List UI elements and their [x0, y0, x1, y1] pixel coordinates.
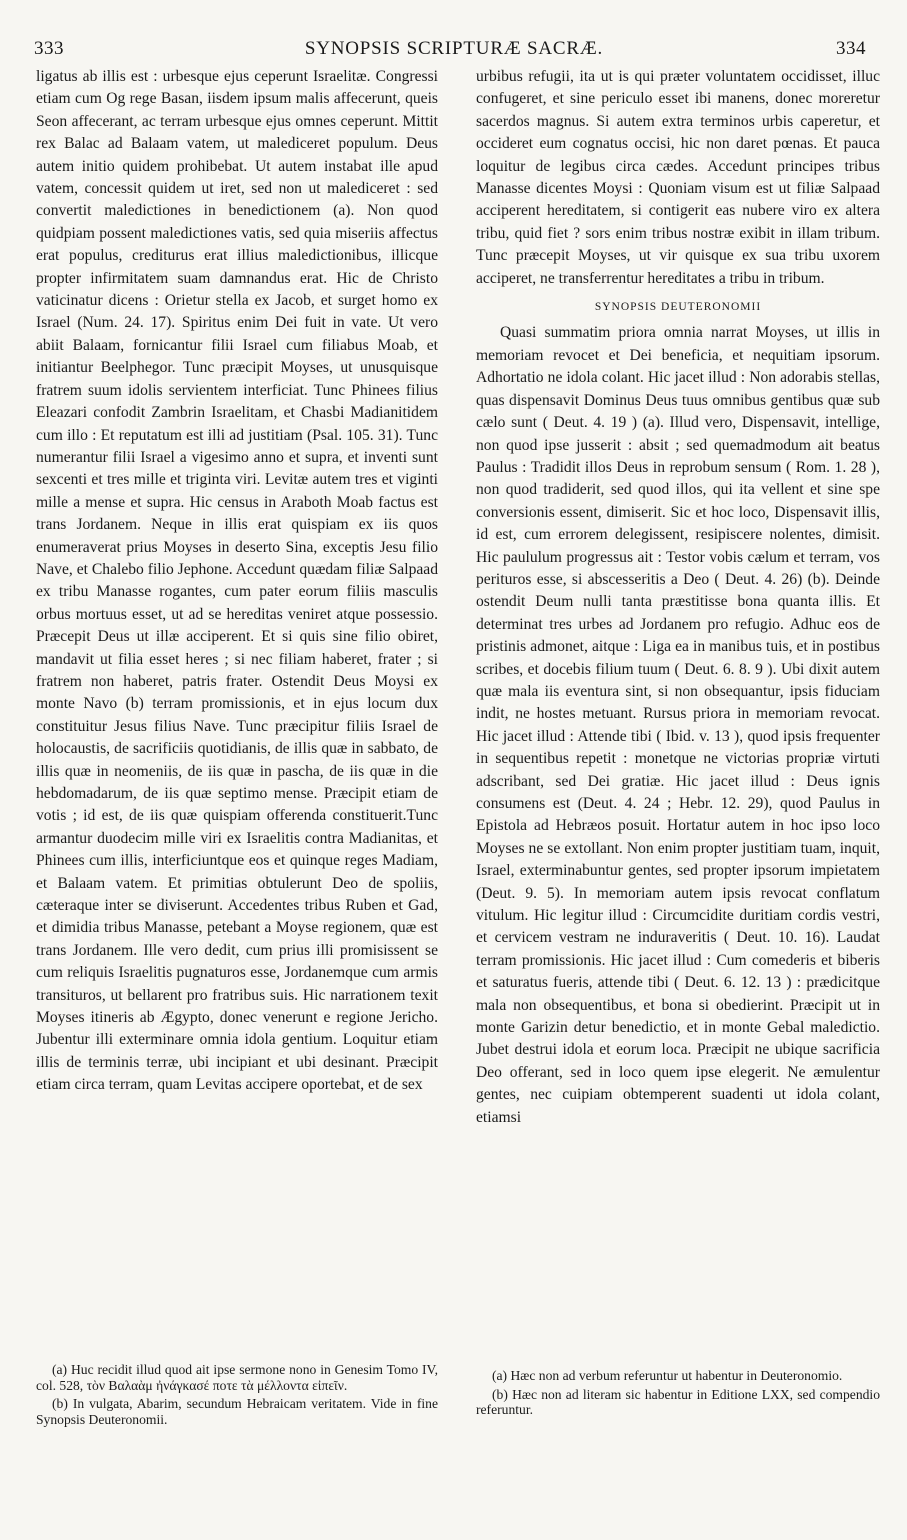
left-column	[36, 66, 438, 1356]
right-column-text-after-heading: Quasi summatim priora omnia narrat Moyses, ut illis in memoriam revocet et Dei beneficia, et nequitiam ipsorum. Adhortatio ne idola colant. Hic jacet illud : Non adorabis stellas, quas dispensavit Dominus Deus tuus omnibus gentibus quæ sub cælo sunt ( Deut. 4. 19 ) (a). Illud vero, Dispensavit, intellige, non quod ipse jusserit : absit ; sed quemadmodum ait beatus Paulus : Tradidit illos Deus in reprobum sensum ( Rom. 1. 28 ), non quod tradiderit, sed quod illos, qui ita vellent et sine spe conversionis essent, dimiserit. Sic et hoc loco, Dispensavit illis, id est, cum errorem delegissent, resipiscere nolentes, dimisit. Hic paululum progressus ait : Testor vobis cælum et terram, vos perituros esse, si abscesseritis a Deo ( Deut. 4. 26) (b). Deinde ostendit Deum nulli tanta præstitisse bona quanta illis. Et determinat tres urbes ad Jordanem pro refugio. Adhuc eos de pristinis admonet, aitque : Liga ea in manibus tuis, et in postibus scribes, et docebis filium tuum ( Deut. 6. 8. 9 ). Ubi dixit autem quæ mala iis eventura sint, si non obsequantur, ipsis fiduciam indit, ne hostes metuant. Rursus priora in memoriam revocat. Hic jacet illud : Attende tibi ( Ibid. v. 13 ), quod ipsis frequenter in sequentibus repetit : monetque ne victorias propriæ virtuti adscribant, sed Dei gratiæ. Hic jacet illud : Deus ignis consumens est (Deut. 4. 24 ; Hebr. 12. 29), quod Paulus in Epistola ad Hebræos posuit. Hortatur autem in hoc ipso loco Moyses ne se extollant. Non enim propter justitiam tuam, inquit, Israel, exterminabuntur gentes, sed propter ipsorum impietatem (Deut. 9. 5). In memoriam autem ipsis revocat conflatum vitulum. Hic legitur illud : Circumcidite duritiam cordis vestri, et cervicem vestram ne induraveritis ( Deut. 10. 16). Laudat terram promissionis. Hic jacet illud : Cum comederis et biberis et saturatus fueris, attende tibi ( Deut. 6. 12. 13 ) : prædicitque mala non obsequentibus, et bona si obedierint. Præcipit ut in monte Garizin detur benedictio, et in monte Gebal maledictio. Jubet destrui idola et eorum loca. Præcipit ne ubique sacrificia Deo offerant, sed in loco quem ipse elegerit. Ne æmulentur gentes, nec cuipiam obtemperent suadenti ut idola colant, etiamsi	[476, 324, 880, 1126]
footnotes-right	[476, 1368, 880, 1421]
right-column	[476, 66, 880, 1356]
footnote-right-a: (a) Hæc non ad verbum referuntur ut habentur in Deuteronomio.	[492, 1368, 843, 1383]
footnote-right-b: (b) Hæc non ad literam sic habentur in Editione LXX, sed compendio referuntur.	[476, 1386, 880, 1417]
page-number-left: 333	[34, 38, 64, 59]
page-number-right: 334	[836, 38, 866, 59]
page-header	[28, 30, 880, 60]
footnotes-left	[36, 1362, 438, 1430]
footnote-left-b: (b) In vulgata, Abarim, secundum Hebraicam veritatem. Vide in fine Synopsis Deuteronomii.	[36, 1396, 438, 1427]
section-heading: SYNOPSIS DEUTERONOMII	[594, 301, 762, 314]
right-column-text-before-heading: urbibus refugii, ita ut is qui præter voluntatem occidisset, illuc confugeret, et sine periculo esset ibi manens, donec moreretur sacerdos magnus. Si autem extra terminos urbis caperetur, et occideret eum cognatus occisi, hic non daret pœnas. Et pauca loquitur de legibus circa cædes. Accedunt principes tribus Manasse dicentes Moysi : Quoniam visum est ut filiæ Salpaad acciperent hereditatem, si contigerit eas nubere viro ex altera tribu, quid fiet ? sors enim tribus nostræ exibit in illam tribum. Tunc præcepit Moyses, ut vir quisque ex sua tribu uxorem acciperet, ne transferrentur hereditates a tribu in tribum.	[476, 68, 880, 287]
footnote-left-a: (a) Huc recidit illud quod ait ipse sermone nono in Genesim Tomo IV, col. 528, τὸν Βαλαὰμ ἠνάγκασέ ποτε τὰ μέλλοντα εἰπεῖν.	[36, 1362, 438, 1393]
left-column-text: ligatus ab illis est : urbesque ejus ceperunt Israelitæ. Congressi etiam cum Og rege Basan, iisdem ipsum malis affecerunt, queis Seon affecerant, ac terram urbesque ejus omnes ceperunt. Mittit rex Balac ad Balaam vatem, ut malediceret populum. Deus autem initio quidem prohibebat. Ut autem instabat ille apud vatem, concessit quidem ut iret, sed non ut malediceret : sed convertit maledictiones in benedictionem (a). Non quod quidpiam possent maledictiones vatis, sed quia miseriis affectus erat populus, crediturus erat illius maledictionibus, illicque propter infirmitatem suam damnandus erat. Hic de Christo vaticinatur dicens : Orietur stella ex Jacob, et surget homo ex Israel (Num. 24. 17). Spiritus enim Dei fuit in vate. Ut vero abiit Balaam, fornicantur filii Israel cum filiabus Moab, et initiantur Beelphegor. Tunc præcipit Moyses, ut unusquisque fratrem suum idolis servientem interficiat. Tunc Phinees filius Eleazari confodit Zambrin Israelitam, et Chasbi Madianitidem cum illo : Et reputatum est illi ad justitiam (Psal. 105. 31). Tunc numerantur filii Israel a vigesimo anno et supra, et inventi sunt sexcenti et tres mille et triginta viri. Levitæ autem tres et viginti mille a mense et supra. Hic census in Araboth Moab factus est trans Jordanem. Neque in illis erat quispiam ex iis quos enumeraverat prius Moyses in deserto Sina, exceptis Jesu filio Nave, et Chalebo filio Jephone. Accedunt quædam filiæ Salpaad ex tribu Manasse rogantes, cum pater eorum filiis masculis orbus mortuus esset, ut ad se hereditas veniret atque possessio. Præcepit Deus ut illæ acciperent. Et si quis sine filio obiret, mandavit ut filia esset heres ; si nec filiam haberet, frater ; si fratrem non haberet, patris frater. Ostendit Deus Moysi ex monte Navo (b) terram promissionis, et in ejus locum dux constituitur Jesus filius Nave. Tunc præcipitur filiis Israel de holocaustis, de sacrificiis quotidianis, de illis quæ in sabbato, de illis quæ in neomeniis, de iis quæ in pascha, de iis quæ in die hebdomadarum, de iis quæ septimo mense. Præcipit etiam de votis ; id est, de iis quæ quispiam offerenda constituerit.Tunc armantur duodecim mille viri ex Israelitis contra Madianitas, et Phinees cum illis, interficiuntque eos et quinque reges Madiam, et Balaam vatem. Et primitias obtulerunt Deo de spoliis, cæteraque inter se diviserunt. Accedentes tribus Ruben et Gad, et dimidia tribus Manasse, petebant a Moyse regionem, quæ est trans Jordanem. Ille vero dedit, cum prius illi promisissent se cum reliquis Israelitis pugnaturos esse, Jordanemque cum armis transituros, ut bellarent pro fratribus suis. Hic narrationem texit Moyses itineris ab Ægypto, donec venerunt e regione Jericho. Jubentur illi exterminare omnia idola gentium. Loquitur etiam illis de terminis terræ, ubi incipiant et ubi desinant. Præcipit etiam circa terram, quam Levitas accipere oportebat, et de sex	[36, 68, 438, 1094]
running-title: SYNOPSIS SCRIPTURÆ SACRÆ.	[304, 38, 604, 59]
